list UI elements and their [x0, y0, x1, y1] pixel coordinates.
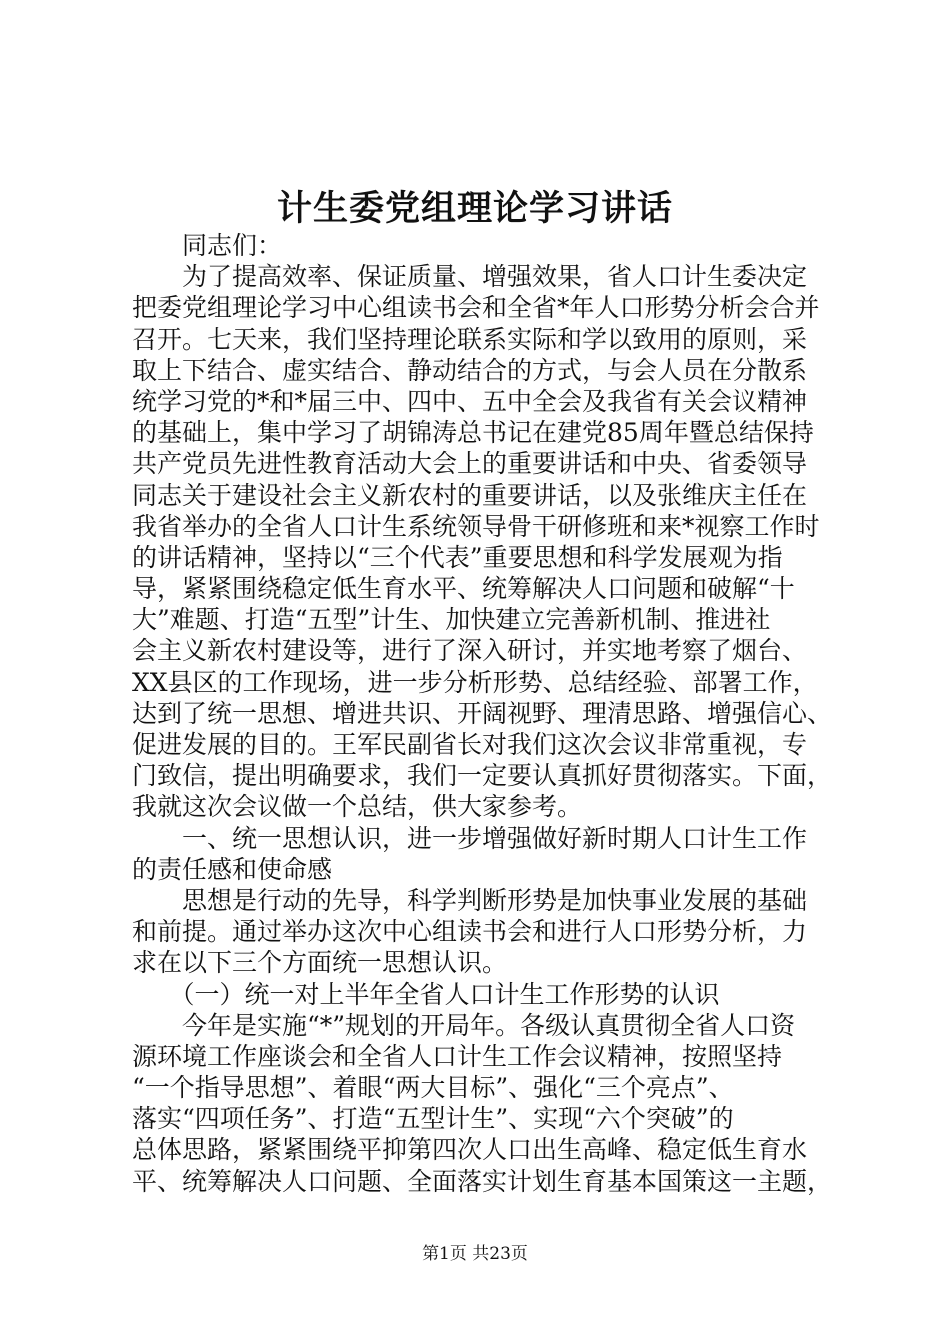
text-line: 同志们： [132, 231, 283, 260]
text-line: 同志关于建设社会主义新农村的重要讲话，以及张维庆主任在 [132, 480, 808, 510]
text-line: 和前提。通过举办这次中心组读书会和进行人口形势分析，力 [132, 917, 808, 947]
text-line: 统学习党的*和*届三中、四中、五中全会及我省有关会议精神 [132, 386, 808, 416]
text-line: 导，紧紧围绕稳定低生育水平、统筹解决人口问题和破解“十 [132, 574, 795, 604]
section-heading-line: 一、统一思想认识，进一步增强做好新时期人口计生工作 [132, 823, 808, 853]
text-line: 为了提高效率、保证质量、增强效果，省人口计生委决定 [132, 262, 808, 292]
text-line: 我省举办的全省人口计生系统领导骨干研修班和来*视察工作时 [132, 511, 820, 541]
text-line: 大”难题、打造“五型”计生、加快建立完善新机制、推进社 [132, 605, 771, 635]
text-line: “一个指导思想”、着眼“两大目标”、强化“三个亮点”、 [132, 1073, 734, 1103]
text-line: XX县区的工作现场，进一步分析形势、总结经验、部署工作， [132, 667, 818, 697]
text-line: 会主义新农村建设等，进行了深入研讨，并实地考察了烟台、 [132, 636, 808, 666]
text-line: 促进发展的目的。王军民副省长对我们这次会议非常重视，专 [132, 730, 808, 759]
subsection-heading-line: （一）统一对上半年全省人口计生工作形势的认识 [132, 979, 720, 1009]
text-line: 达到了统一思想、增进共识、开阔视野、理清思路、增强信心、 [132, 698, 832, 728]
text-line: 共产党员先进性教育活动大会上的重要讲话和中央、省委领导 [132, 449, 808, 479]
text-line: 落实“四项任务”、打造“五型计生”、实现“六个突破”的 [132, 1104, 734, 1134]
section-heading-line: 的责任感和使命感 [132, 854, 333, 884]
page-number-footer: 第1页 共23页 [422, 1244, 528, 1264]
document-body [132, 230, 832, 1197]
document-title: 计生委党组理论学习讲话 [276, 188, 673, 229]
text-line: 召开。七天来，我们坚持理论联系实际和学以致用的原则，采 [132, 324, 808, 354]
text-line: 的讲话精神，坚持以“三个代表”重要思想和科学发展观为指 [132, 542, 783, 572]
text-line: 源环境工作座谈会和全省人口计生工作会议精神，按照坚持 [132, 1041, 783, 1071]
text-line: 我就这次会议做一个总结，供大家参考。 [132, 792, 583, 822]
text-line: 把委党组理论学习中心组读书会和全省*年人口形势分析会合并 [132, 293, 820, 323]
text-line: 思想是行动的先导，科学判断形势是加快事业发展的基础 [132, 885, 808, 915]
text-line: 的基础上，集中学习了胡锦涛总书记在建党85周年暨总结保持 [132, 418, 814, 448]
text-line: 门致信，提出明确要求，我们一定要认真抓好贯彻落实。下面， [132, 761, 832, 791]
text-line: 今年是实施“*”规划的开局年。各级认真贯彻全省人口资 [132, 1010, 796, 1040]
text-line: 总体思路，紧紧围绕平抑第四次人口出生高峰、稳定低生育水 [132, 1135, 808, 1165]
text-line: 平、统筹解决人口问题、全面落实计划生育基本国策这一主题， [132, 1166, 832, 1196]
text-line: 取上下结合、虚实结合、静动结合的方式，与会人员在分散系 [132, 355, 808, 385]
text-line: 求在以下三个方面统一思想认识。 [132, 948, 508, 978]
